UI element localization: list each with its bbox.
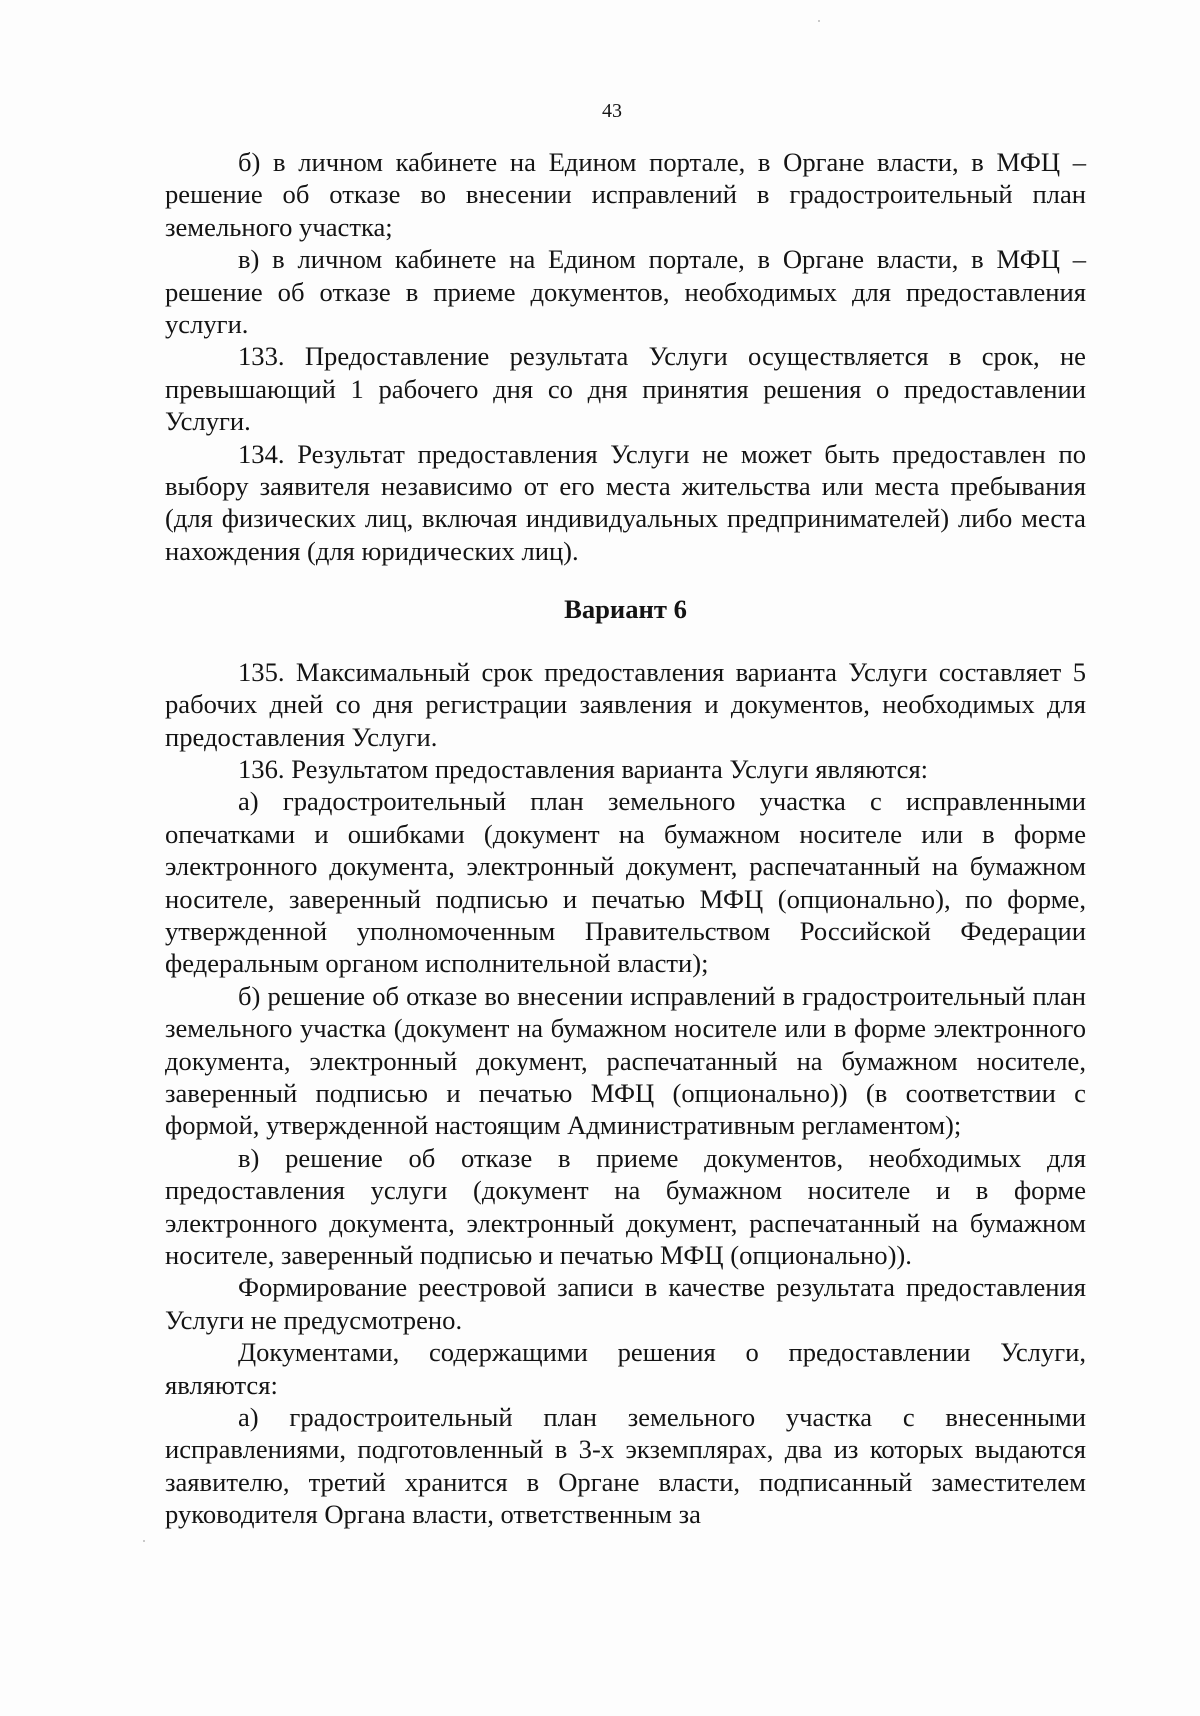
paragraph: б) решение об отказе во внесении исправлений в градостроительный план земельного участка (документ на бумажном носителе или в форме электронного документа, электронный документ, распечатанный на бумажном носителе, заверенный подписью и печатью МФЦ (опционально)) (в соответствии с формой, утвержденной настоящим Административным регламентом); [165,980,1086,1141]
scan-speck [143,1540,145,1542]
paragraph: 133. Предоставление результата Услуги осуществляется в срок, не превышающий 1 рабочего дня со дня принятия решения о предоставлении Услуги. [165,341,1086,437]
paragraph: Формирование реестровой записи в качестве результата предоставления Услуги не предусмотрено. [165,1272,1086,1335]
paragraph: в) решение об отказе в приеме документов, необходимых для предоставления услуги (документ на бумажном носителе и в форме электронного документа, электронный документ, распечатанный на бумажном носителе, заверенный подписью и печатью МФЦ (опционально)). [165,1142,1086,1270]
paragraph: а) градостроительный план земельного участка с внесенными исправлениями, подготовленный в 3-х экземплярах, два из которых выдаются заявителю, третий хранится в Органе власти, подписанный заместителем руководителя Органа власти, ответственным за [165,1402,1086,1530]
document-body [165,146,1086,1531]
paragraph: Документами, содержащими решения о предоставлении Услуги, являются: [165,1337,1086,1400]
paragraph: в) в личном кабинете на Едином портале, в Органе власти, в МФЦ – решение об отказе в приеме документов, необходимых для предоставления услуги. [165,244,1086,340]
page-number: 43 [602,100,622,122]
paragraph: а) градостроительный план земельного участка с исправленными опечатками и ошибками (документ на бумажном носителе или в форме электронного документа, электронный документ, распечатанный на бумажном носителе, заверенный подписью и печатью МФЦ (опционально), по форме, утвержденной уполномоченным Правительством Российской Федерации федеральным органом исполнительной власти); [165,786,1086,979]
paragraph: 135. Максимальный срок предоставления варианта Услуги составляет 5 рабочих дней со дня регистрации заявления и документов, необходимых для предоставления Услуги. [165,656,1086,752]
paragraph: 134. Результат предоставления Услуги не может быть предоставлен по выбору заявителя независимо от его места жительства или места пребывания (для физических лиц, включая индивидуальных предпринимателей) либо места нахождения (для юридических лиц). [165,438,1086,566]
paragraph: б) в личном кабинете на Едином портале, в Органе власти, в МФЦ – решение об отказе во внесении исправлений в градостроительный план земельного участка; [165,147,1086,242]
scan-speck [818,20,820,22]
section-heading: Вариант 6 [564,594,687,625]
paragraph: 136. Результатом предоставления варианта Услуги являются: [238,753,929,784]
